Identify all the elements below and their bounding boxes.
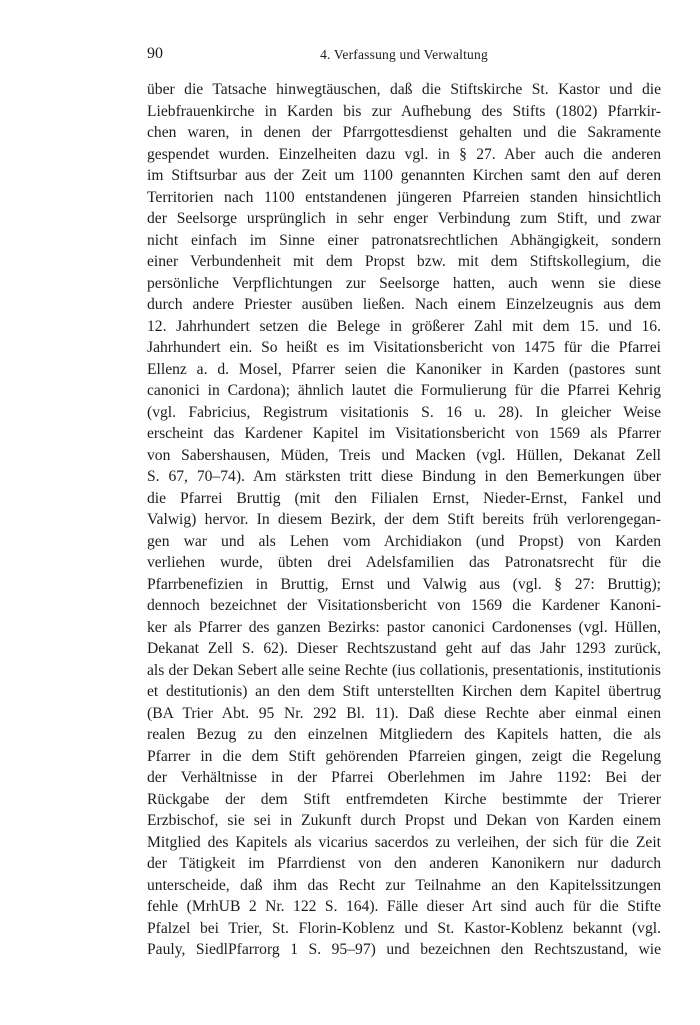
text-line: der Tätigkeit im Pfarrdienst von den anderen Kanonikern nur dadurch xyxy=(147,855,661,872)
text-line: als der Dekan Sebert alle seine Rechte (ius collationis, presentationis, institutionis xyxy=(147,661,661,679)
text-line: fehle (MrhUB 2 Nr. 122 S. 164). Fälle dieser Art sind auch für die Stifte xyxy=(147,898,661,915)
text-line: Pfalzel bei Trier, St. Florin-Koblenz und St. Kastor-Koblenz bekannt (vgl. xyxy=(147,919,661,937)
text-line: gen war und als Lehen vom Archidiakon (und Propst) von Karden xyxy=(147,532,661,550)
text-line: Territorien nach 1100 entstandenen jüngeren Pfarreien standen hinsichtlich xyxy=(147,188,661,206)
text-line: verliehen wurde, übten drei Adelsfamilien das Patronatsrecht für die xyxy=(147,554,661,571)
text-line: dennoch bezeichnet der Visitationsbericht von 1569 die Kardener Kanoni- xyxy=(147,597,661,614)
text-line: der Verhältnisse in der Pfarrei Oberlehmen im Jahre 1192: Bei der xyxy=(147,769,661,786)
text-line: (BA Trier Abt. 95 Nr. 292 Bl. 11). Daß diese Rechte aber einmal einen xyxy=(147,704,661,722)
text-line: unterscheide, daß ihm das Recht zur Teilnahme an den Kapitelssitzungen xyxy=(147,876,661,894)
text-line: erscheint das Kardener Kapitel im Visitationsbericht von 1569 als Pfarrer xyxy=(147,425,661,442)
text-line: 12. Jahrhundert setzen die Belege in größerer Zahl mit dem 15. und 16. xyxy=(147,317,661,335)
text-line: (vgl. Fabricius, Registrum visitationis S. 16 u. 28). In gleicher Weise xyxy=(147,403,661,421)
text-line: Pauly, SiedlPfarrorg 1 S. 95–97) und bezeichnen den Rechtszustand, wie xyxy=(147,941,661,958)
text-line: von Sabershausen, Müden, Treis und Macken (vgl. Hüllen, Dekanat Zell xyxy=(147,446,661,464)
text-line: der Seelsorge ursprünglich in sehr enger Verbindung zum Stift, und zwar xyxy=(147,210,661,227)
text-line: Rückgabe der dem Stift entfremdeten Kirche bestimmte der Trierer xyxy=(147,790,661,808)
text-line: über die Tatsache hinwegtäuschen, daß die Stiftskirche St. Kastor und die xyxy=(147,81,661,98)
text-line: realen Bezug zu den einzelnen Mitgliedern des Kapitels hatten, die als xyxy=(147,726,661,743)
text-line: ker als Pfarrer des ganzen Bezirks: pastor canonici Cardonenses (vgl. Hüllen, xyxy=(147,618,661,636)
text-line: Ellenz a. d. Mosel, Pfarrer seien die Kanoniker in Karden (pastores sunt xyxy=(147,360,661,378)
text-line: Jahrhundert ein. So heißt es im Visitationsbericht von 1475 für die Pfarrei xyxy=(147,339,661,356)
running-head xyxy=(147,44,661,66)
text-line: Liebfrauenkirche in Karden bis zur Aufhebung des Stifts (1802) Pfarrkir- xyxy=(147,102,661,120)
text-line: durch andere Priester ausüben ließen. Nach einem Einzelzeugnis aus dem xyxy=(147,296,661,313)
text-line: im Stiftsurbar aus der Zeit um 1100 genannten Kirchen samt den auf deren xyxy=(147,167,661,184)
text-line: die Pfarrei Bruttig (mit den Filialen Ernst, Nieder-Ernst, Fankel und xyxy=(147,489,661,507)
text-line: Pfarrbenefizien in Bruttig, Ernst und Valwig aus (vgl. § 27: Bruttig); xyxy=(147,575,661,593)
text-line: persönliche Verpflichtungen zur Seelsorge hatten, auch wenn sie diese xyxy=(147,274,661,292)
text-line: gespendet wurden. Einzelheiten dazu vgl. in § 27. Aber auch die anderen xyxy=(147,145,661,163)
text-line: Pfarrer in die dem Stift gehörenden Pfarreien gingen, zeigt die Regelung xyxy=(147,747,661,765)
text-line: et destitutionis) an den dem Stift unterstellten Kirchen dem Kapitel übertrug xyxy=(147,683,661,700)
text-line: Dekanat Zell S. 62). Dieser Rechtszustand geht auf das Jahr 1293 zurück, xyxy=(147,640,661,657)
text-line: Valwig) hervor. In diesem Bezirk, der dem Stift bereits früh verlorengegan- xyxy=(147,511,661,528)
text-line: chen waren, in denen der Pfarrgottesdienst gehalten und die Sakramente xyxy=(147,124,661,141)
text-line: S. 67, 70–74). Am stärksten tritt diese Bindung in den Bemerkungen über xyxy=(147,468,661,485)
text-line: einer Verbundenheit mit dem Propst bzw. mit dem Stiftskollegium, die xyxy=(147,253,661,270)
text-line: canonici in Cardona); ähnlich lautet die Formulierung für die Pfarrei Kehrig xyxy=(147,382,661,399)
text-line: nicht einfach im Sinne einer patronatsrechtlichen Abhängigkeit, sondern xyxy=(147,231,661,249)
body-text xyxy=(147,79,661,961)
page-number: 90 xyxy=(147,45,163,62)
running-title: 4. Verfassung und Verwaltung xyxy=(320,47,488,62)
text-line: Mitglied des Kapitels als vicarius sacerdos zu verleihen, der sich für die Zeit xyxy=(147,833,661,851)
text-line: Erzbischof, sie sei in Zukunft durch Propst und Dekan von Karden einem xyxy=(147,812,661,829)
